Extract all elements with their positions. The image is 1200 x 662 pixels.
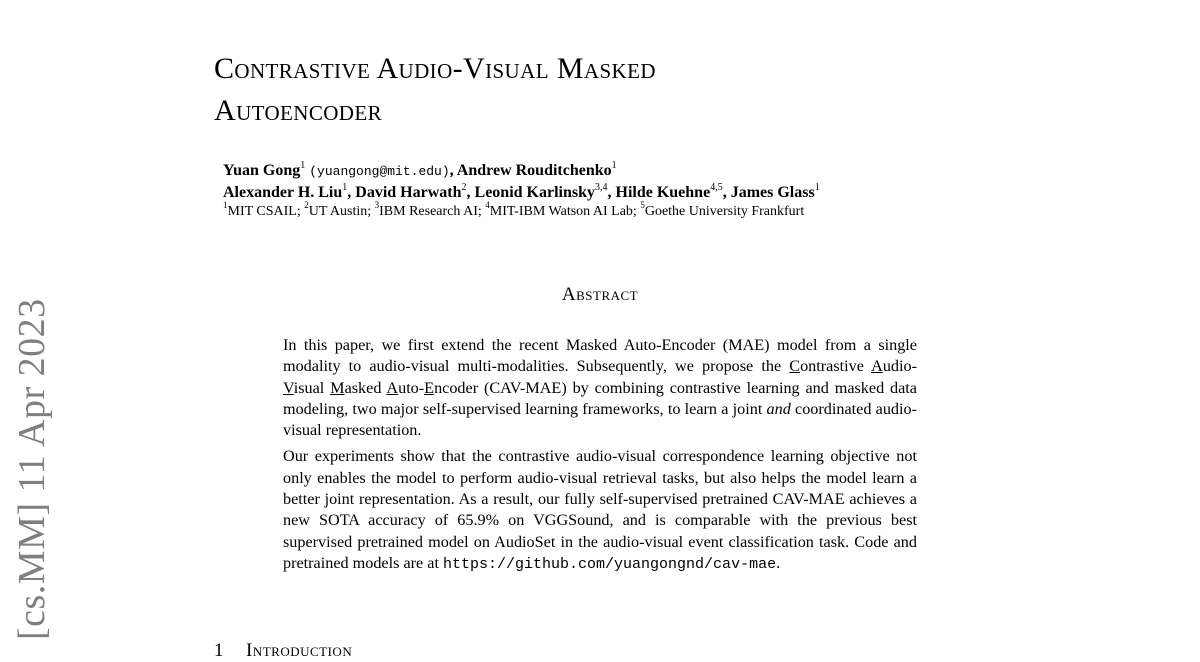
abstract-paragraph-2: Our experiments show that the contrastive audio-visual correspondence learning objective not only enables the model to perform audio-visual retrieval tasks, but also helps the model learn a better joint representation. As a result, our fully self-supervised pretrained CAV-MAE achieves a new SOTA accuracy of 65.9% on VGGSound, and is comparable with the previous best supervised pretrained model on AudioSet in the audio-visual event classification task. Code and pretrained models are at https://github.com/yuangongnd/cav-mae. (283, 447, 917, 573)
author-sup: 1 (611, 159, 617, 171)
introduction-heading: 1 Introduction (214, 640, 353, 661)
author-name: Leonid Karlinsky (474, 184, 595, 201)
author-line-2: Alexander H. Liu$^1$, David Harwath$^2$, Leonid Karlinsky$^{3,4}$, Hilde Kuehne$^{4,5}$, James Glass$^1$ (223, 181, 820, 201)
author-name: Andrew Rouditchenko (456, 162, 612, 179)
author-name: Hilde Kuehne (615, 184, 711, 201)
code-url-link[interactable]: https://github.com/yuangongnd/cav-mae (443, 555, 777, 573)
arxiv-identifier-stamp: [cs.MM] 11 Apr 2023 (11, 298, 53, 640)
author-email[interactable]: (yuangong@mit.edu) (309, 164, 450, 179)
title-line-1: Contrastive Audio-Visual Masked (214, 52, 656, 85)
paper-title (214, 48, 974, 132)
author-sup: 4,5 (710, 181, 723, 193)
author-sup: 1 (342, 181, 348, 193)
author-sup: 1 (814, 181, 820, 193)
abstract-paragraph-1: In this paper, we first extend the recent Masked Auto-Encoder (MAE) model from a single modality to audio-visual multi-modalities. Subsequently, we propose the Contrastive Audio-Visual Masked Auto-Encoder (CAV-MAE) by combining contrastive learning and masked data modeling, two major self-supervised learning frameworks, to learn a joint and coordinated audio-visual representation. (283, 336, 917, 440)
author-line-1: Yuan Gong$^1$ (yuangong@mit.edu), Andrew Rouditchenko$^1$ (223, 159, 617, 179)
abstract-heading: Abstract (561, 284, 639, 305)
author-name: James Glass (730, 184, 815, 201)
author-name: Yuan Gong (223, 162, 301, 179)
author-sup: 3,4 (595, 181, 608, 193)
affiliations: $^1$MIT CSAIL; $^2$UT Austin; $^3$IBM Research AI; $^4$MIT-IBM Watson AI Lab; $^5$Goethe University Frankfurt (223, 200, 805, 219)
author-sup: 1 (300, 159, 306, 171)
author-block (223, 160, 983, 221)
author-sup: 2 (461, 181, 467, 193)
title-line-2: Autoencoder (214, 94, 383, 127)
author-name: Alexander H. Liu (223, 184, 343, 201)
author-name: David Harwath (355, 184, 462, 201)
abstract-body (283, 335, 917, 575)
